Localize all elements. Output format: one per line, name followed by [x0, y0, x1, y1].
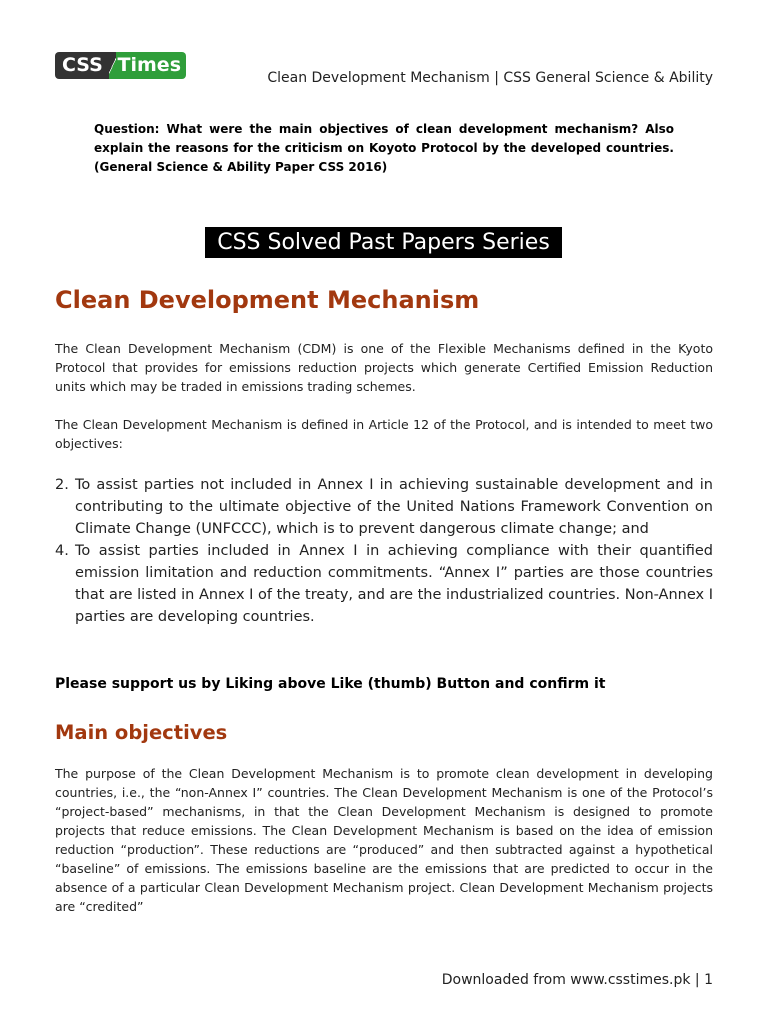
list-item	[55, 474, 713, 540]
logo-slash-divider	[109, 52, 116, 79]
series-banner: CSS Solved Past Papers Series	[205, 227, 562, 258]
objectives-list	[55, 474, 713, 628]
paragraph-cdm-article: The Clean Development Mechanism is defined in Article 12 of the Protocol, and is intended to meet two objectives:	[55, 417, 713, 451]
paragraph-main-objectives: The purpose of the Clean Development Mechanism is to promote clean development in developing countries, i.e., the “non-Annex I” countries. The Clean Development Mechanism is one of the Protocol’s “project-based” mechanisms, in that the Clean Development Mechanism is designed to promote projects that reduce emissions. The Clean Development Mechanism is based on the idea of emission reduction “production”. These reductions are “produced” and then subtracted against a hypothetical “baseline” of emissions. The emissions baseline are the emissions that are predicted to occur in the absence of a particular Clean Development Mechanism project. Clean Development Mechanism projects are “credited”	[55, 766, 713, 914]
page-footer: Downloaded from www.csstimes.pk | 1	[441, 972, 713, 988]
logo-css-text: CSS	[55, 52, 109, 79]
list-item-text: To assist parties included in Annex I in achieving compliance with their quantified emission limitation and reduction commitments. “Annex I” parties are those countries that are listed in Annex I of the treaty, and are the industrialized countries. Non-Annex I parties are developing countries.	[75, 543, 713, 625]
question-text: Question: What were the main objectives of clean development mechanism? Also explain the reasons for the criticism on Koyoto Protocol by the developed countries. (General Science & Ability Paper CSS 2016)	[94, 122, 674, 174]
list-item-number: 2.	[55, 477, 69, 493]
page-header-title: Clean Development Mechanism | CSS General Science & Ability	[267, 70, 713, 86]
paragraph-cdm-intro: The Clean Development Mechanism (CDM) is one of the Flexible Mechanisms defined in the Kyoto Protocol that provides for emissions reduction projects which generate Certified Emission Reduction units which may be traded in emissions trading schemes.	[55, 341, 713, 394]
support-notice: Please support us by Liking above Like (thumb) Button and confirm it	[55, 676, 606, 692]
list-item-text: To assist parties not included in Annex I in achieving sustainable development and in contributing to the ultimate objective of the United Nations Framework Convention on Climate Change (UNFCCC), which is to prevent dangerous climate change; and	[75, 477, 713, 537]
list-item-number: 4.	[55, 543, 69, 559]
csstimes-logo	[55, 52, 186, 79]
logo-times-text: Times	[116, 52, 186, 79]
list-item	[55, 540, 713, 628]
section-heading-main-objectives: Main objectives	[55, 721, 228, 744]
section-heading-cdm: Clean Development Mechanism	[55, 286, 480, 314]
